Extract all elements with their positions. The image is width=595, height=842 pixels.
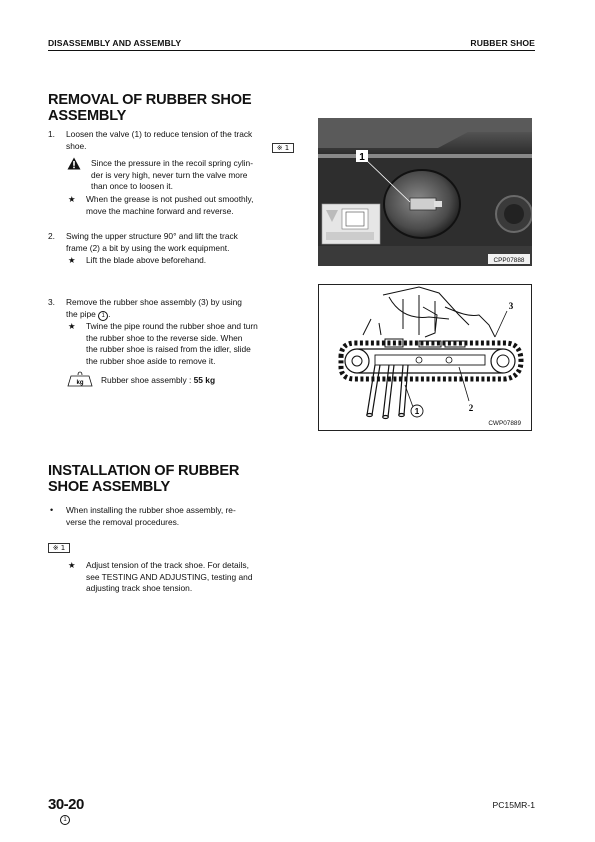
header-section-title: DISASSEMBLY AND ASSEMBLY (48, 38, 182, 48)
step-1-ref-mark: ※ 1 (272, 143, 294, 153)
rubber-shoe-diagram (318, 284, 532, 431)
step-3-text (66, 297, 296, 321)
bullet-icon: • (50, 505, 54, 515)
step-3-line2 (66, 309, 296, 321)
step-1-note-line1: When the grease is not pushed out smoothly, (86, 194, 254, 204)
step-3-line1: Remove the rubber shoe assembly (3) by using (66, 297, 242, 307)
step-2-line2: frame (2) a bit by using the work equipment. (66, 242, 230, 253)
valve-photo (318, 118, 532, 266)
weight-label: Rubber shoe assembly : (101, 375, 194, 385)
page-number: 30-20 (48, 796, 84, 813)
step-3-note-line4: the rubber shoe aside to remove it. (86, 355, 216, 366)
installation-line2: verse the removal procedures. (66, 516, 180, 527)
weight-icon (66, 371, 94, 387)
step-1-note-line2: move the machine forward and reverse. (86, 205, 234, 216)
photo-label: 1 (359, 152, 365, 163)
step-3-note (86, 321, 298, 367)
step-1-line1: Loosen the valve (1) to reduce tension of the track (66, 129, 253, 139)
installation-note-line3: adjusting track shoe tension. (86, 583, 193, 594)
step-1-text (66, 129, 296, 152)
step-1-warning-line2: der is very high, never turn the valve more (91, 169, 248, 180)
revision-circle: 1 (60, 815, 70, 825)
step-2-note: Lift the blade above beforehand. (86, 255, 207, 265)
star-icon: ★ (68, 194, 76, 204)
removal-title-line1: REMOVAL OF RUBBER SHOE (48, 92, 252, 108)
step-1-warning-line1: Since the pressure in the recoil spring cylin- (91, 158, 253, 168)
step-2-number: 2. (48, 231, 55, 241)
installation-title-line1: INSTALLATION OF RUBBER (48, 463, 240, 479)
installation-note (86, 560, 298, 595)
crawler-track (341, 343, 521, 379)
callout-3: 3 (508, 301, 514, 311)
installation-note-line2: see TESTING AND ADJUSTING, testing and (86, 571, 253, 582)
installation-title-line2: SHOE ASSEMBLY (48, 479, 171, 495)
step-3-number: 3. (48, 297, 55, 307)
leader-1 (405, 385, 413, 407)
installation-title (48, 463, 318, 495)
photo-caption: CPP07888 (493, 257, 525, 264)
weight-value: 55 kg (193, 375, 216, 385)
step-2-text (66, 231, 296, 254)
step-1-warning-line3: than once to loosen it. (91, 181, 173, 192)
step-1-note (86, 194, 298, 217)
step-3-line2-end: . (108, 308, 111, 319)
star-icon: ★ (68, 321, 76, 331)
pipe-number-circle: 1 (98, 311, 108, 321)
star-icon: ★ (68, 255, 76, 265)
weight-icon-text: kg (76, 380, 84, 386)
callout-1: 1 (414, 407, 420, 416)
step-3-line2-text: the pipe (66, 308, 99, 319)
header-topic: RUBBER SHOE (470, 38, 535, 48)
step-3-note-line1: Twine the pipe round the rubber shoe and turn (86, 321, 258, 331)
star-icon: ★ (68, 560, 76, 570)
model-name: PC15MR-1 (492, 800, 535, 810)
header-rule (48, 50, 535, 51)
installation-ref-mark: ※ 1 (48, 543, 70, 553)
removal-title-line2: ASSEMBLY (48, 108, 127, 124)
callout-2: 2 (468, 403, 474, 413)
step-3-note-line2: the rubber shoe to the reverse side. When (86, 332, 243, 343)
step-2-line1: Swing the upper structure 90° and lift the track (66, 231, 238, 241)
step-1-warning (91, 158, 297, 193)
installation-text (66, 505, 296, 528)
step-1-line2: shoe. (66, 140, 87, 151)
installation-note-line1: Adjust tension of the track shoe. For details, (86, 560, 249, 570)
diagram-caption: CWP07889 (488, 420, 521, 427)
leader-3 (495, 311, 507, 337)
warning-icon (67, 157, 81, 170)
step-1-number: 1. (48, 129, 55, 139)
weight-line (101, 375, 301, 387)
installation-line1: When installing the rubber shoe assembly, re- (66, 505, 236, 515)
removal-title (48, 92, 318, 124)
step-3-note-line3: the rubber shoe is raised from the idler, slide (86, 344, 251, 355)
